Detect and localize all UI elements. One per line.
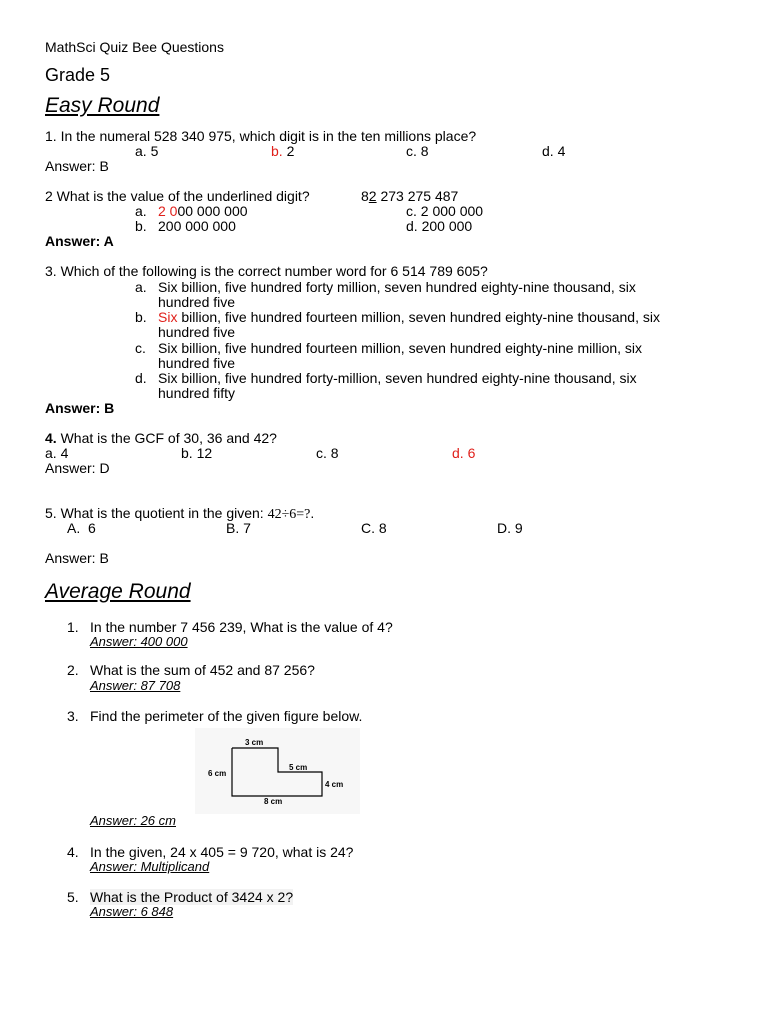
avg-item-4-answer: Answer: Multiplicand [90, 859, 210, 874]
q5-choice-d: D. 9 [497, 520, 523, 536]
q3-choice-c-line1: Six billion, five hundred fourteen million, seven hundred eighty-nine million, six [158, 340, 643, 356]
q3-choice-d-letter: d. [135, 370, 147, 386]
q1-choice-c: c. 8 [406, 143, 429, 159]
q2-underlined-digit: 2 [368, 188, 377, 204]
q2-choice-c: c. 2 000 000 [406, 203, 484, 219]
avg-item-4-question: In the given, 24 x 405 = 9 720, what is 24? [90, 844, 354, 860]
figure-label-step: 5 cm [289, 763, 308, 772]
avg-item-5-question: What is the Product of 3424 x 2? [90, 889, 294, 905]
figure-label-right: 4 cm [325, 780, 344, 789]
q5-choice-b: B. 7 [226, 520, 251, 536]
q4-choice-c: c. 8 [316, 445, 339, 461]
q3-choice-d-line1: Six billion, five hundred forty-million, seven hundred eighty-nine thousand, six [158, 370, 637, 386]
q3-choice-a-letter: a. [135, 279, 147, 295]
avg-item-1-answer: Answer: 400 000 [90, 634, 188, 649]
q5-answer: Answer: B [45, 550, 109, 566]
q4-choice-d: d. 6 [452, 445, 476, 461]
q3-choice-b-line2: hundred five [158, 324, 236, 340]
q3-choice-c-line2: hundred five [158, 355, 236, 371]
q3-choice-b-line1: Six billion, five hundred fourteen million, seven hundred eighty-nine thousand, six [158, 309, 660, 325]
q3-choice-a-line1: Six billion, five hundred forty million, seven hundred eighty-nine thousand, six [158, 279, 636, 295]
q4-choice-b: b. 12 [181, 445, 213, 461]
avg-item-1-number: 1. [67, 619, 79, 635]
q3-choice-c-letter: c. [135, 340, 146, 356]
q5-question: 5. What is the quotient in the given: 42÷6=?. [45, 505, 315, 522]
avg-item-4-number: 4. [67, 844, 79, 860]
q4-answer: Answer: D [45, 460, 110, 476]
q2-number: 82 273 275 487 [361, 188, 459, 204]
document-title: MathSci Quiz Bee Questions [45, 39, 224, 55]
q5-choice-a: A. 6 [67, 520, 96, 536]
q1-choice-a: a. 5 [135, 143, 159, 159]
q3-question: 3. Which of the following is the correct number word for 6 514 789 605? [45, 263, 488, 279]
perimeter-figure [195, 728, 360, 814]
avg-item-5-number: 5. [67, 889, 79, 905]
q4-choice-a: a. 4 [45, 445, 69, 461]
q2-choice-a: 2 000 000 000 [158, 203, 248, 219]
avg-item-3-number: 3. [67, 708, 79, 724]
avg-item-5-answer: Answer: 6 848 [90, 904, 174, 919]
q5-choice-c: C. 8 [361, 520, 387, 536]
q2-choice-b-letter: b. [135, 218, 147, 234]
q4-question: 4. What is the GCF of 30, 36 and 42? [45, 430, 277, 446]
q3-choice-d-line2: hundred fifty [158, 385, 236, 401]
figure-label-bottom: 8 cm [264, 797, 283, 806]
q1-choice-d: d. 4 [542, 143, 566, 159]
avg-item-3-answer: Answer: 26 cm [90, 813, 176, 828]
q3-choice-b-letter: b. [135, 309, 147, 325]
average-round-heading: Average Round [45, 580, 191, 603]
q2-choice-a-letter: a. [135, 203, 147, 219]
q2-choice-b: 200 000 000 [158, 218, 236, 234]
avg-item-1-question: In the number 7 456 239, What is the value of 4? [90, 619, 393, 635]
avg-item-2-question: What is the sum of 452 and 87 256? [90, 662, 315, 678]
q1-choice-b: b. 2 [271, 143, 295, 159]
avg-item-3-question: Find the perimeter of the given figure below. [90, 708, 363, 724]
avg-item-2-answer: Answer: 87 708 [90, 678, 181, 693]
q1-answer: Answer: B [45, 158, 109, 174]
q3-choice-a-line2: hundred five [158, 294, 236, 310]
avg-item-2-number: 2. [67, 662, 79, 678]
figure-label-top: 3 cm [245, 738, 264, 747]
q2-choice-d: d. 200 000 [406, 218, 473, 234]
q2-question: 2 What is the value of the underlined digit? [45, 188, 310, 204]
q2-answer: Answer: A [45, 233, 114, 249]
q1-question: 1. In the numeral 528 340 975, which digit is in the ten millions place? [45, 128, 477, 144]
q5-expression: 42÷6=? [267, 507, 311, 522]
q3-answer: Answer: B [45, 400, 115, 416]
grade-label: Grade 5 [45, 65, 111, 85]
figure-label-left: 6 cm [208, 769, 227, 778]
easy-round-heading: Easy Round [45, 94, 160, 117]
